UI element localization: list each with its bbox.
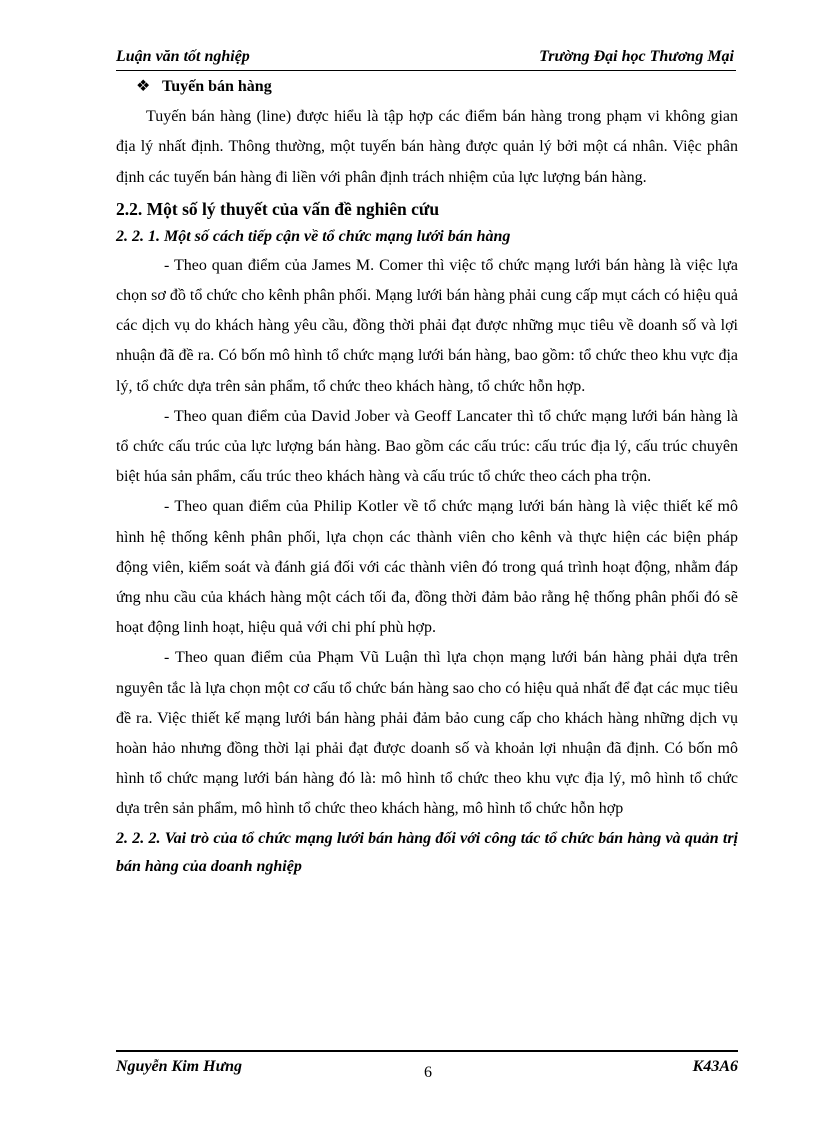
paragraph-comer: - Theo quan điểm của James M. Comer thì việc tổ chức mạng lưới bán hàng là việc lựa chọn sơ đồ tổ chức cho kênh phân phối. Mạng lưới bán hàng phải cung cấp mụt cách có hiệu quả các dịch vụ do khách hàng yêu cầu, đồng thời phải đạt được những mục tiêu về doanh số và lợi nhuận đã đề ra. Có bốn mô hình tổ chức mạng lưới bán hàng, bao gồm: tổ chức theo khu vực địa lý, tổ chức dựa trên sản phẩm, tổ chức theo khách hàng, tổ chức hỗn hợp. [116,256,738,395]
page-footer [116,1050,738,1082]
footer-author: Nguyễn Kim Hưng [116,1058,243,1075]
subsection-heading-2-2-1: 2. 2. 1. Một số cách tiếp cận về tổ chức mạng lưới bán hàng [116,227,511,245]
header-university-name: Trường Đại học Thương Mại [539,48,734,65]
footer-class-code: K43A6 [692,1058,738,1075]
paragraph-luan: - Theo quan điểm của Phạm Vũ Luận thì lựa chọn mạng lưới bán hàng phải dựa trên nguyên tắc là lựa chọn một cơ cấu tổ chức bán hàng sao cho có hiệu quả nhất để đạt các mục tiêu đề ra. Việc thiết kế mạng lưới bán hàng phải đảm bảo cung cấp cho khách hàng những dịch vụ hoàn hảo nhưng đồng thời lại phải đạt được doanh số và khoản lợi nhuận đã định. Có bốn mô hình tổ chức mạng lưới bán hàng đó là: mô hình tổ chức theo khu vực địa lý, mô hình tổ chức dựa trên sản phẩm, mô hình tổ chức theo khách hàng, mô hình tổ chức hỗn hợp [116,649,739,818]
bullet-heading-text: Tuyến bán hàng [162,78,272,95]
diamond-bullet-icon: ❖ [136,78,151,95]
section-heading-2-2: 2.2. Một số lý thuyết của vấn đề nghiên cứu [116,198,440,219]
paragraph-kotler: - Theo quan điểm của Philip Kotler về tổ chức mạng lưới bán hàng là việc thiết kế mô hình hệ thống kênh phân phối, lựa chọn các thành viên cho kênh và thực hiện các biện pháp động viên, kiểm soát và đánh giá đối với các thành viên đó trong quá trình hoạt động, nhằm đáp ứng nhu cầu của khách hàng một cách tối đa, đồng thời đảm bảo rằng hệ thống phân phối đó sẽ hoạt động linh hoạt, hiệu quả với chi phí phù hợp. [116,498,738,637]
paragraph-sales-line: Tuyến bán hàng (line) được hiểu là tập hợp các điểm bán hàng trong phạm vi không gian địa lý nhất định. Thông thường, một tuyến bán hàng được quản lý bởi một cá nhân. Việc phân định các tuyến bán hàng đi liền với phân định trách nhiệm của lực lượng bán hàng. [116,108,738,186]
paragraph-jober: - Theo quan điểm của David Jober và Geoff Lancater thì tổ chức mạng lưới bán hàng là tổ chức cấu trúc của lực lượng bán hàng. Bao gồm các cấu trúc: cấu trúc địa lý, cấu trúc chuyên biệt húa sản phẩm, cấu trúc theo khách hàng và cấu trúc tổ chức theo cách pha trộn. [116,407,738,486]
page-header [116,46,736,71]
page-number: 6 [424,1064,432,1081]
document-body [116,72,738,881]
subsection-heading-2-2-2: 2. 2. 2. Vai trò của tổ chức mạng lưới bán hàng đối với công tác tổ chức bán hàng và quản trị bán hàng của doanh nghiệp [116,829,738,875]
bullet-heading-sales-line [116,72,738,102]
header-thesis-label: Luận văn tốt nghiệp [116,48,250,65]
